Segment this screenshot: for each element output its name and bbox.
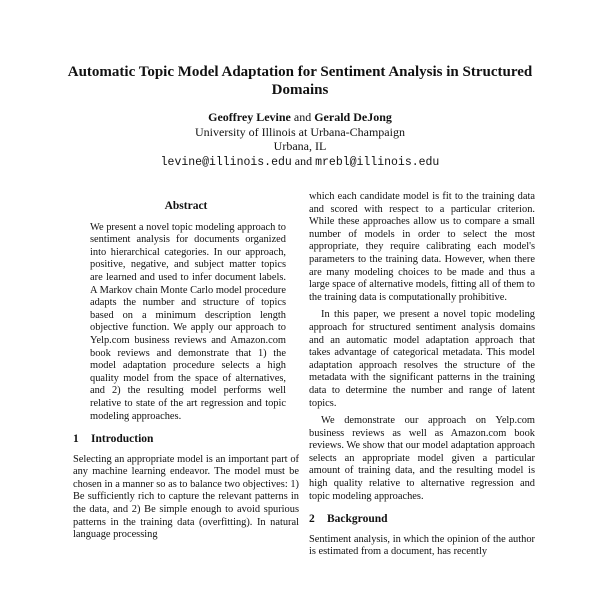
section-number: 1 bbox=[73, 433, 79, 446]
email: mrebl@illinois.edu bbox=[315, 155, 440, 169]
email-line bbox=[60, 154, 540, 171]
abstract-heading: Abstract bbox=[164, 200, 208, 212]
author-name: Gerald DeJong bbox=[314, 110, 392, 124]
introduction-paragraph: Selecting an appropriate model is an important part of any machine learning endeavor. The model must be chosen in a manner so as to balance two objectives: 1) Be sufficiently rich to capture the relevant patterns in the data, and 2) Be simple enough to avoid spurious patterns in the training data (overfitting). In natural language processing bbox=[73, 453, 299, 541]
body-paragraph: which each candidate model is fit to the training data and scored with respect to a particular criterion. While these approaches allow us to compare a small number of models in order to select the most appropriate, they require calibrating each model's parameters to the training data. However, when there are many modeling choices to be made and thus a large space of alternative models, fitting all of them to the training data is computationally prohibitive. bbox=[309, 191, 535, 303]
section-title: Background bbox=[327, 513, 388, 526]
body-paragraph: We demonstrate our approach on Yelp.com business reviews as well as Amazon.com book reviews. We show that our model adaptation approach selects an appropriate model given a particular amount of training data, and the resulting model is high quality relative to alternative regression and topic modeling approaches. bbox=[309, 415, 535, 502]
section-heading-introduction bbox=[73, 433, 299, 446]
left-column bbox=[73, 200, 299, 542]
section-heading-background bbox=[309, 513, 535, 526]
author-name: Geoffrey Levine bbox=[208, 110, 291, 124]
background-paragraph: Sentiment analysis, in which the opinion of the author is estimated from a document, has recently bbox=[309, 533, 535, 558]
author-conjunction: and bbox=[293, 110, 312, 124]
paper-title: Automatic Topic Model Adaptation for Sentiment Analysis in Structured Domains bbox=[67, 64, 533, 98]
author-line bbox=[60, 110, 540, 125]
right-column bbox=[309, 191, 535, 559]
email-conjunction: and bbox=[294, 153, 313, 168]
location: Urbana, IL bbox=[273, 139, 327, 153]
body-paragraph: In this paper, we present a novel topic modeling approach for structured sentiment analysis domains and an automatic model adaptation approach that takes advantage of categorical metadata. This model adaptation approach resolves the structure of the metadata with the significant patterns in the training data to determine the number and range of latent topics. bbox=[309, 309, 535, 409]
section-number: 2 bbox=[309, 513, 315, 526]
abstract-text: We present a novel topic modeling approach to sentiment analysis for documents organized into hierarchical categories. In our approach, positive, negative, and subject matter topics are learned and used to infer document labels. A Markov chain Monte Carlo model procedure adapts the number and structure of topics based on a minimum description length objective function. We apply our approach to Yelp.com business reviews and Amazon.com book reviews and demonstrate that 1) the model adaptation procedure selects a high quality model from the space of alternatives, and 2) the resulting model performs well relative to state of the art regression and topic modeling approaches. bbox=[90, 221, 286, 422]
affiliation: University of Illinois at Urbana-Champaign bbox=[195, 124, 405, 139]
email: levine@illinois.edu bbox=[160, 155, 292, 169]
section-title: Introduction bbox=[91, 433, 154, 446]
author-block bbox=[60, 110, 540, 170]
